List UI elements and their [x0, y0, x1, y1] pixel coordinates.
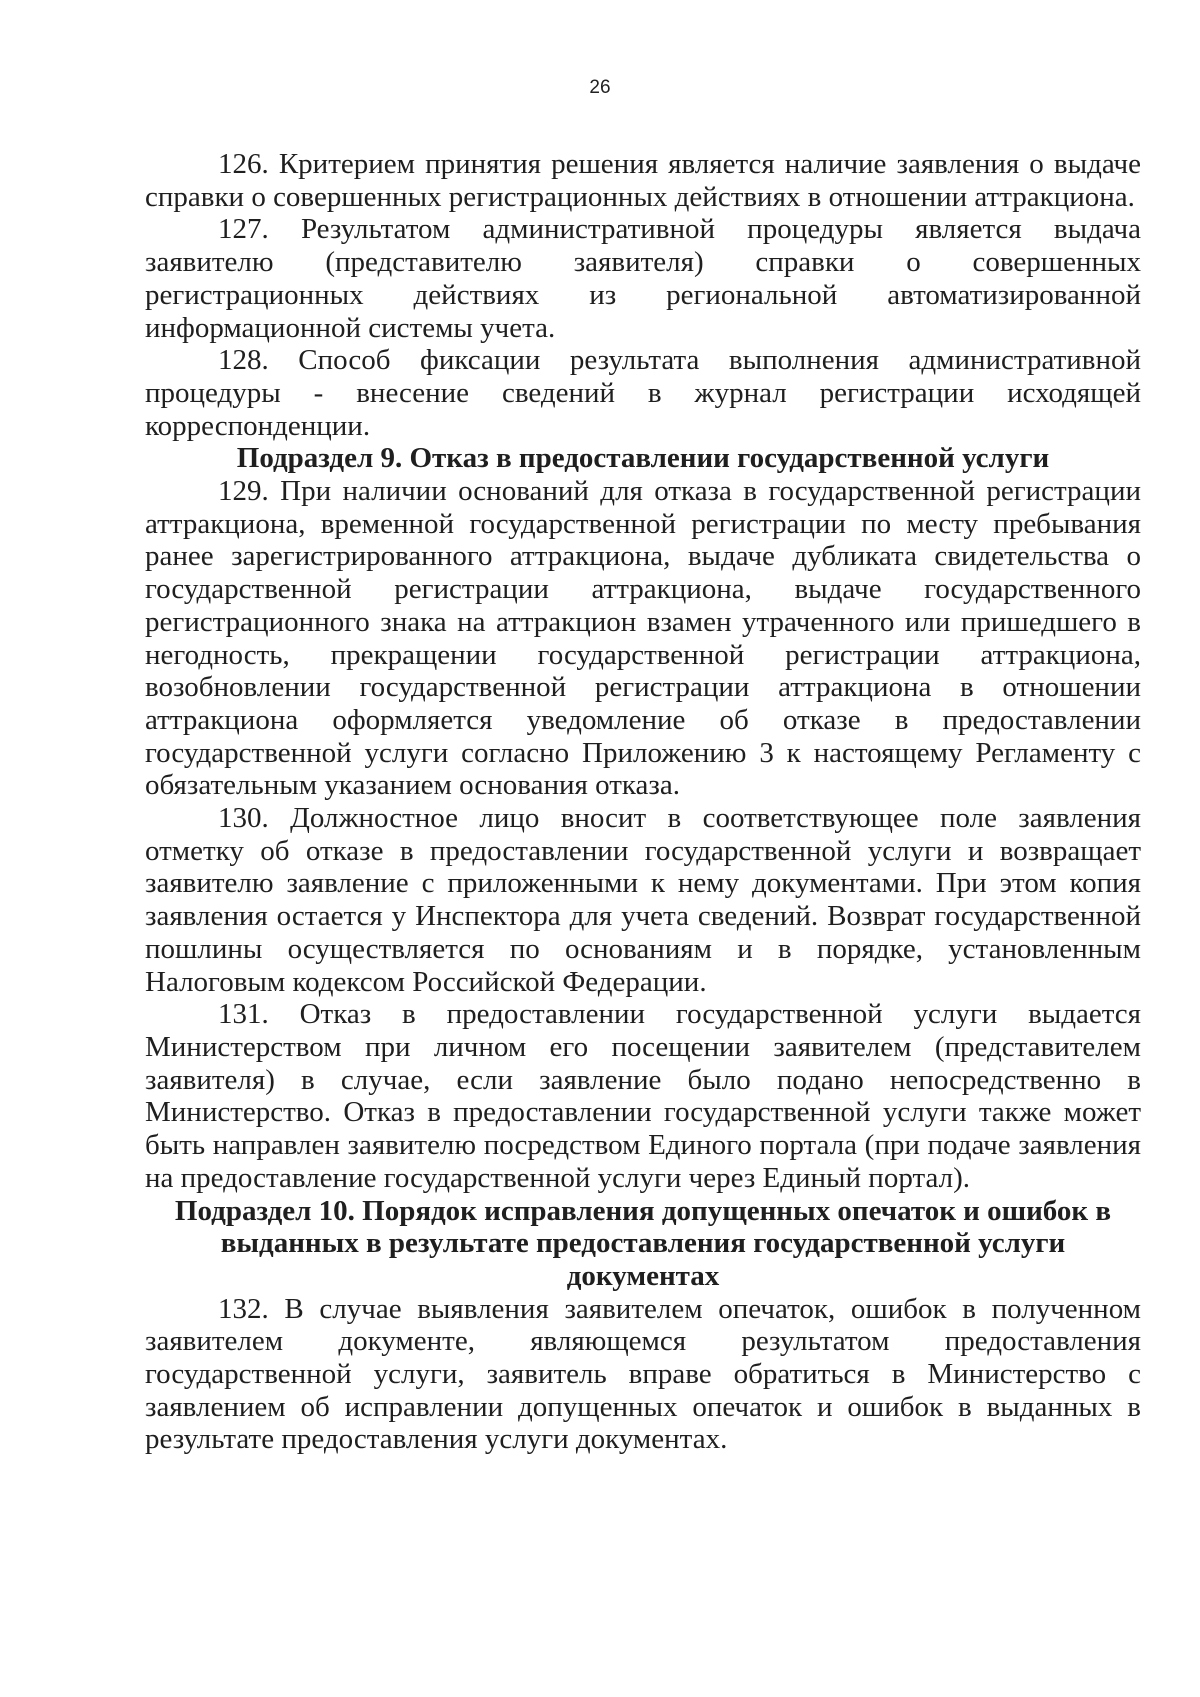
paragraph-128: 128. Способ фиксации результата выполнения административной процедуры - внесение сведений в журнал регистрации исходящей корреспонденции.	[145, 344, 1141, 442]
paragraph-127: 127. Результатом административной процедуры является выдача заявителю (представителю заявителя) справки о совершенных регистрационных действиях из региональной автоматизированной информационной системы учета.	[145, 213, 1141, 344]
section-heading-10: Подраздел 10. Порядок исправления допущенных опечаток и ошибок в выданных в результате предоставления государственной услуги документах	[174, 1194, 1112, 1292]
paragraph-130: 130. Должностное лицо вносит в соответствующее поле заявления отметку об отказе в предоставлении государственной услуги и возвращает заявителю заявление с приложенными к нему документами. При этом копия заявления остается у Инспектора для учета сведений. Возврат государственной пошлины осуществляется по основаниям и в порядке, установленным Налоговым кодексом Российской Федерации.	[145, 802, 1141, 998]
paragraph-126: 126. Критерием принятия решения является наличие заявления о выдаче справки о совершенных регистрационных действиях в отношении аттракциона.	[145, 148, 1141, 213]
paragraph-131: 131. Отказ в предоставлении государственной услуги выдается Министерством при личном его посещении заявителем (представителем заявителя) в случае, если заявление было подано непосредственно в Министерство. Отказ в предоставлении государственной услуги также может быть направлен заявителю посредством Единого портала (при подаче заявления на предоставление государственной услуги через Единый портал).	[145, 998, 1141, 1194]
document-body	[145, 148, 1141, 1456]
section-heading-9: Подраздел 9. Отказ в предоставлении государственной услуги	[236, 442, 1050, 475]
page-number: 26	[589, 77, 611, 98]
paragraph-129: 129. При наличии оснований для отказа в государственной регистрации аттракциона, временной государственной регистрации по месту пребывания ранее зарегистрированного аттракциона, выдаче дубликата свидетельства о государственной регистрации аттракциона, выдаче государственного регистрационного знака на аттракцион взамен утраченного или пришедшего в негодность, прекращении государственной регистрации аттракциона, возобновлении государственной регистрации аттракциона в отношении аттракциона оформляется уведомление об отказе в предоставлении государственной услуги согласно Приложению 3 к настоящему Регламенту с обязательным указанием основания отказа.	[145, 475, 1141, 802]
paragraph-132: 132. В случае выявления заявителем опечаток, ошибок в полученном заявителем документе, являющемся результатом предоставления государственной услуги, заявитель вправе обратиться в Министерство с заявлением об исправлении допущенных опечаток и ошибок в выданных в результате предоставления услуги документах.	[145, 1292, 1141, 1456]
